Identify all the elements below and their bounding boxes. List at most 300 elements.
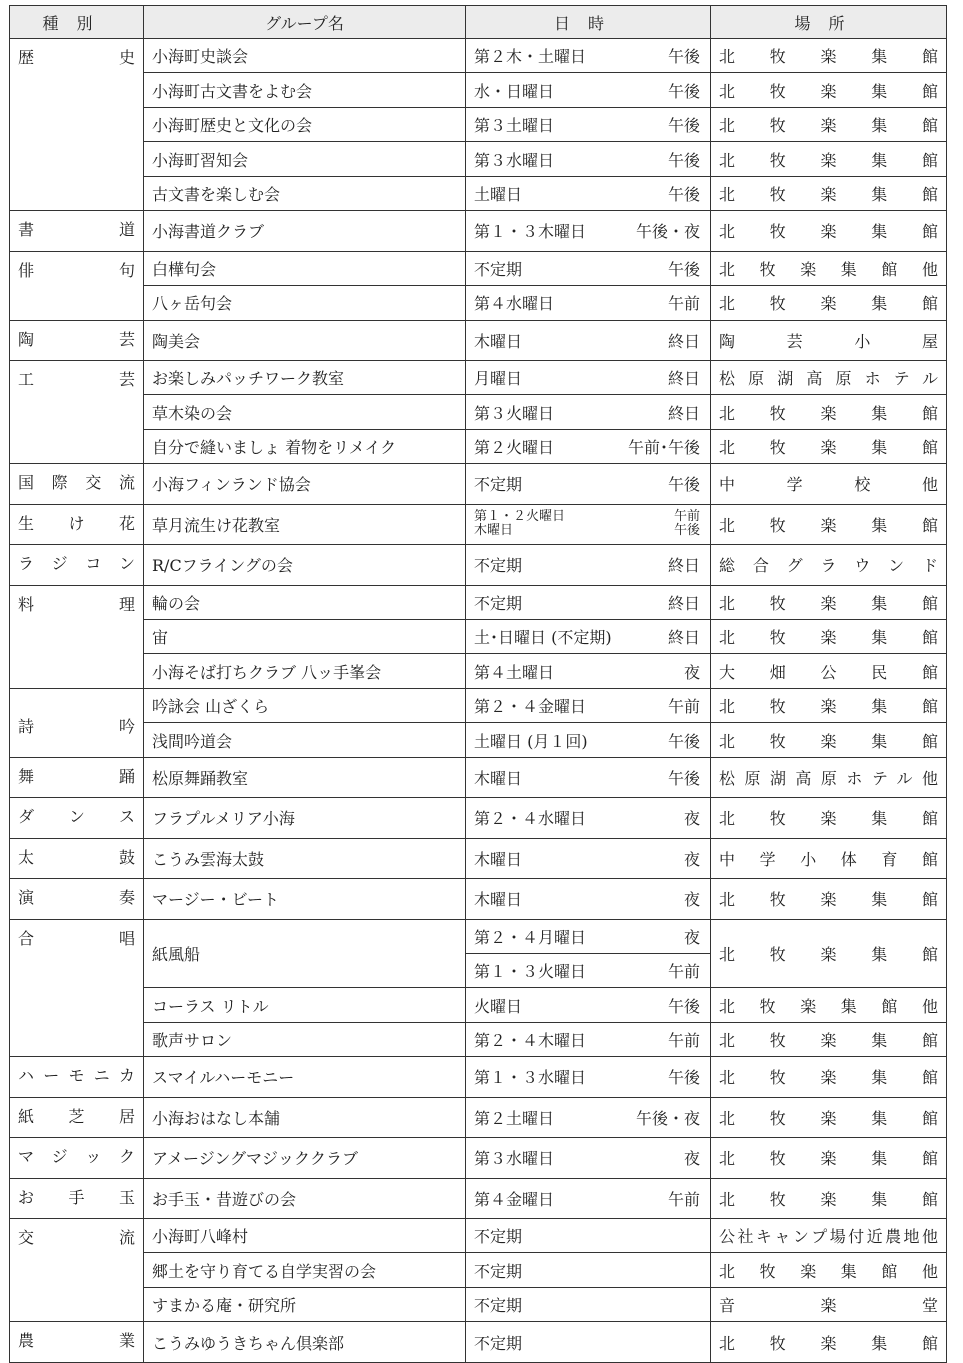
place-cell (711, 142, 947, 176)
category-label: マジック (18, 1147, 135, 1167)
datetime-wrap (474, 1293, 700, 1316)
group-name-cell: スマイルハーモニー (144, 1057, 466, 1097)
category-cell (10, 585, 144, 688)
header-datetime: 日時 (466, 6, 711, 39)
meeting-day: 第４金曜日 (474, 1189, 555, 1209)
datetime-wrap (474, 329, 700, 352)
place-cell (711, 39, 947, 73)
place-label: 北牧楽集館他 (719, 259, 938, 279)
datetime-cell (466, 757, 711, 797)
meeting-day (474, 510, 565, 538)
place-label: 北牧楽集館 (719, 294, 938, 314)
meeting-day: 第２・４木曜日 (474, 1031, 587, 1051)
place-cell (711, 1287, 947, 1321)
meeting-day: 第３水曜日 (474, 150, 555, 170)
datetime-cell (466, 107, 711, 141)
datetime-cell (466, 585, 711, 619)
place-cell (711, 1097, 947, 1137)
place-cell (711, 654, 947, 688)
place-cell (711, 504, 947, 544)
datetime-wrap (474, 806, 700, 829)
table-row (10, 1097, 947, 1137)
meeting-time: 夜 (683, 890, 700, 910)
datetime-cell (466, 620, 711, 654)
place-label: 北牧楽集館 (719, 697, 938, 717)
meeting-day: 第２・４金曜日 (474, 697, 587, 717)
meeting-time: 終日 (667, 369, 700, 389)
datetime-cell (466, 1097, 711, 1137)
datetime-cell (466, 211, 711, 251)
meeting-time: 午後 (667, 768, 700, 788)
datetime-wrap (474, 729, 700, 752)
meeting-day: 第２木・土曜日 (474, 47, 587, 67)
place-label: 北牧楽集館 (719, 1149, 938, 1169)
table-row (10, 429, 947, 463)
meeting-day: 第２・４月曜日 (474, 927, 587, 947)
datetime-wrap (474, 219, 700, 242)
datetime-wrap (474, 44, 700, 67)
datetime-cell (466, 39, 711, 73)
datetime-wrap (474, 366, 700, 389)
place-label: 北牧楽集館 (719, 184, 938, 204)
meeting-day: 不定期 (474, 259, 523, 279)
group-name-cell: お手玉・昔遊びの会 (144, 1178, 466, 1218)
table-row (10, 211, 947, 251)
datetime-cell (466, 688, 711, 722)
table-row (10, 1138, 947, 1178)
place-label: 北牧楽集館 (719, 1031, 938, 1051)
place-cell (711, 1253, 947, 1287)
place-cell (711, 585, 947, 619)
meeting-time: 終日 (667, 556, 700, 576)
datetime-wrap (474, 994, 700, 1017)
place-cell (711, 723, 947, 757)
datetime-wrap (474, 1028, 700, 1051)
place-cell (711, 1057, 947, 1097)
place-cell (711, 251, 947, 285)
group-name-cell: 輪の会 (144, 585, 466, 619)
table-row (10, 919, 947, 953)
group-name-cell: 小海町習知会 (144, 142, 466, 176)
group-name-cell: コーラス リトル (144, 988, 466, 1022)
meeting-day: 第２土曜日 (474, 1108, 555, 1128)
table-row (10, 688, 947, 722)
meeting-day: 第３土曜日 (474, 116, 555, 136)
group-name-cell: こうみゆうきちゃん倶楽部 (144, 1322, 466, 1362)
datetime-cell (466, 395, 711, 429)
meeting-time: 夜 (683, 809, 700, 829)
category-label: 国際交流 (18, 473, 135, 493)
group-name-cell: 郷土を守り育てる自学実習の会 (144, 1253, 466, 1287)
table-row (10, 142, 947, 176)
place-cell (711, 1138, 947, 1178)
meeting-day: 木曜日 (474, 849, 523, 869)
group-name-cell: 歌声サロン (144, 1022, 466, 1056)
category-cell (10, 838, 144, 878)
category-label: 舞踊 (18, 766, 135, 786)
table-row (10, 654, 947, 688)
category-label: 生け花 (18, 513, 135, 533)
group-name-cell: 小海町歴史と文化の会 (144, 107, 466, 141)
datetime-cell (466, 429, 711, 463)
meeting-day: 第３水曜日 (474, 1149, 555, 1169)
category-cell (10, 504, 144, 544)
meeting-day: 不定期 (474, 593, 523, 613)
category-label: 歴史 (18, 48, 135, 67)
meeting-time: 夜 (683, 927, 700, 947)
group-name-cell: マージー・ビート (144, 879, 466, 919)
place-cell (711, 988, 947, 1022)
meeting-day: 不定期 (474, 556, 523, 576)
table-row (10, 73, 947, 107)
datetime-cell (466, 838, 711, 878)
category-label: 紙芝居 (18, 1106, 135, 1126)
category-cell (10, 211, 144, 251)
group-name-cell: アメージングマジッククラブ (144, 1138, 466, 1178)
place-cell (711, 919, 947, 988)
group-name-cell: 浅間吟道会 (144, 723, 466, 757)
meeting-day-line2: 木曜日 (474, 523, 514, 539)
group-name-cell: 松原舞踊教室 (144, 757, 466, 797)
category-cell (10, 757, 144, 797)
place-label: 松原湖高原ホテル (719, 369, 938, 389)
category-label: 俳句 (18, 260, 135, 280)
table-row (10, 585, 947, 619)
place-label: 北牧楽集館 (719, 1108, 938, 1128)
table-row (10, 1057, 947, 1097)
category-cell (10, 39, 144, 211)
datetime-cell (466, 1287, 711, 1321)
meeting-day: 第４土曜日 (474, 662, 555, 682)
place-label: 北牧楽集館 (719, 593, 938, 613)
header-category: 種別 (10, 6, 144, 39)
category-cell (10, 360, 144, 463)
table-header-row (10, 6, 947, 39)
category-label: ダンス (18, 807, 135, 827)
category-cell (10, 1097, 144, 1137)
table-row (10, 1219, 947, 1253)
table-row (10, 723, 947, 757)
datetime-cell (466, 504, 711, 544)
table-row (10, 176, 947, 210)
meeting-time: 午前･午後 (627, 438, 700, 458)
category-label: 陶芸 (18, 329, 135, 349)
datetime-wrap (474, 1106, 700, 1129)
datetime-cell (466, 1057, 711, 1097)
datetime-wrap (474, 257, 700, 280)
group-name-cell: 草月流生け花教室 (144, 504, 466, 544)
place-cell (711, 107, 947, 141)
place-cell (711, 360, 947, 394)
datetime-wrap (474, 1331, 700, 1354)
place-cell (711, 73, 947, 107)
group-name-cell: 小海そば打ちクラブ 八ッ手峯会 (144, 654, 466, 688)
group-name-cell: 小海町史談会 (144, 39, 466, 73)
category-cell (10, 1322, 144, 1362)
place-label: 北牧楽集館他 (719, 996, 938, 1016)
meeting-time: 午後 (667, 731, 700, 751)
place-cell (711, 320, 947, 360)
header-place: 場所 (711, 6, 947, 39)
place-label: 中学校他 (719, 475, 938, 495)
meeting-time: 午後 (667, 1068, 700, 1088)
category-cell (10, 251, 144, 320)
group-name-cell: 陶美会 (144, 320, 466, 360)
place-cell (711, 464, 947, 504)
meeting-time: 午後・夜 (635, 222, 700, 242)
category-label: 太鼓 (18, 847, 135, 867)
meeting-day: 土曜日 (月１回) (474, 731, 588, 751)
group-name-cell: フラプルメリア小海 (144, 798, 466, 838)
datetime-wrap (474, 182, 700, 205)
datetime-cell (466, 360, 711, 394)
place-cell (711, 1022, 947, 1056)
meeting-day: 木曜日 (474, 890, 523, 910)
meeting-day: 第１・３火曜日 (474, 962, 587, 982)
category-cell (10, 1178, 144, 1218)
place-label: 北牧楽集館 (719, 150, 938, 170)
meeting-time: 午後・夜 (635, 1108, 700, 1128)
table-row (10, 545, 947, 585)
meeting-day: 不定期 (474, 1296, 523, 1316)
datetime-cell (466, 1138, 711, 1178)
meeting-day: 土曜日 (474, 184, 523, 204)
meeting-time: 夜 (683, 1149, 700, 1169)
place-cell (711, 838, 947, 878)
place-label: 陶芸小屋 (719, 331, 938, 351)
table-row (10, 620, 947, 654)
datetime-wrap (474, 113, 700, 136)
datetime-wrap (474, 694, 700, 717)
meeting-day: 第２・４水曜日 (474, 809, 587, 829)
datetime-cell (466, 286, 711, 320)
place-label: 北牧楽集館 (719, 809, 938, 829)
meeting-time: 終日 (667, 331, 700, 351)
meeting-time (674, 510, 700, 538)
meeting-day: 第１・３水曜日 (474, 1068, 587, 1088)
meeting-day: 不定期 (474, 1261, 523, 1281)
datetime-cell (466, 73, 711, 107)
datetime-wrap (474, 660, 700, 683)
table-row (10, 39, 947, 73)
meeting-time: 午後 (667, 184, 700, 204)
category-label: 工芸 (18, 369, 135, 389)
datetime-wrap (474, 625, 700, 648)
meeting-day: 第３火曜日 (474, 403, 555, 423)
meeting-day-line1: 第１・２火曜日 (474, 509, 566, 525)
table-row (10, 360, 947, 394)
table-row (10, 320, 947, 360)
datetime-wrap (474, 435, 700, 458)
group-name-cell: 白樺句会 (144, 251, 466, 285)
table-row (10, 286, 947, 320)
group-name-cell: 小海町八峰村 (144, 1219, 466, 1253)
datetime-wrap (474, 925, 700, 948)
table-row (10, 798, 947, 838)
meeting-day: 不定期 (474, 1333, 523, 1353)
datetime-wrap (474, 1187, 700, 1210)
place-label: 北牧楽集館 (719, 116, 938, 136)
meeting-time-line1: 午前 (673, 509, 700, 525)
table-row (10, 107, 947, 141)
table-row (10, 757, 947, 797)
group-name-cell: 吟詠会 山ざくら (144, 688, 466, 722)
datetime-cell (466, 251, 711, 285)
place-label: 北牧楽集館 (719, 438, 938, 458)
place-label: 松原湖高原ホテル他 (719, 768, 938, 788)
table-row (10, 988, 947, 1022)
category-label: 演奏 (18, 888, 135, 908)
table-row (10, 251, 947, 285)
category-label: 料理 (18, 594, 135, 614)
place-cell (711, 176, 947, 210)
group-name-cell: お楽しみパッチワーク教室 (144, 360, 466, 394)
table-row (10, 1178, 947, 1218)
datetime-cell (466, 1178, 711, 1218)
table-row (10, 1022, 947, 1056)
datetime-wrap (474, 1146, 700, 1169)
datetime-wrap (474, 510, 700, 538)
meeting-time: 終日 (667, 628, 700, 648)
place-cell (711, 1178, 947, 1218)
place-label: 公社キャンプ場付近農地他 (719, 1227, 938, 1247)
category-label: 合唱 (18, 928, 135, 948)
datetime-wrap (474, 401, 700, 424)
category-cell (10, 1138, 144, 1178)
table-row (10, 1287, 947, 1321)
meeting-time: 午前 (667, 697, 700, 717)
meeting-time: 夜 (683, 662, 700, 682)
place-label: 中学小体育館 (719, 849, 938, 869)
category-label: ハーモニカ (18, 1066, 135, 1086)
table-row (10, 1253, 947, 1287)
place-label: 総合グラウンド (719, 556, 938, 576)
datetime-cell (466, 545, 711, 585)
category-cell (10, 320, 144, 360)
meeting-time: 終日 (667, 403, 700, 423)
place-cell (711, 879, 947, 919)
category-cell (10, 879, 144, 919)
group-name-cell: 八ヶ岳句会 (144, 286, 466, 320)
datetime-cell (466, 953, 711, 987)
place-cell (711, 286, 947, 320)
group-name-cell: 草木染の会 (144, 395, 466, 429)
place-label: 北牧楽集館 (719, 81, 938, 101)
meeting-time: 午後 (667, 475, 700, 495)
meeting-time: 夜 (683, 849, 700, 869)
place-cell (711, 757, 947, 797)
place-cell (711, 620, 947, 654)
datetime-cell (466, 142, 711, 176)
place-label: 音楽堂 (719, 1296, 938, 1316)
place-label: 大畑公民館 (719, 662, 938, 682)
table-row (10, 1322, 947, 1362)
datetime-cell (466, 464, 711, 504)
category-cell (10, 688, 144, 757)
datetime-wrap (474, 1259, 700, 1282)
group-name-cell: 自分で縫いましょ 着物をリメイク (144, 429, 466, 463)
place-label: 北牧楽集館 (719, 944, 938, 964)
table-body (10, 39, 947, 1363)
meeting-time: 終日 (667, 593, 700, 613)
place-label: 北牧楽集館他 (719, 1261, 938, 1281)
meeting-day: 第１・３木曜日 (474, 222, 587, 242)
meeting-day: 不定期 (474, 475, 523, 495)
category-label: 農業 (18, 1331, 135, 1351)
datetime-cell (466, 320, 711, 360)
meeting-day: 木曜日 (474, 331, 523, 351)
datetime-wrap (474, 472, 700, 495)
group-name-cell: 古文書を楽しむ会 (144, 176, 466, 210)
place-cell (711, 211, 947, 251)
place-label: 北牧楽集館 (719, 628, 938, 648)
datetime-wrap (474, 553, 700, 576)
place-label: 北牧楽集館 (719, 403, 938, 423)
group-name-cell: 小海書道クラブ (144, 211, 466, 251)
place-label: 北牧楽集館 (719, 47, 938, 67)
table-row (10, 464, 947, 504)
meeting-day: 土･日曜日 (不定期) (474, 628, 612, 648)
place-label: 北牧楽集館 (719, 890, 938, 910)
category-cell (10, 798, 144, 838)
group-name-cell: こうみ雲海太鼓 (144, 838, 466, 878)
place-cell (711, 545, 947, 585)
datetime-wrap (474, 1065, 700, 1088)
meeting-day: 月曜日 (474, 369, 523, 389)
meeting-day: 第２火曜日 (474, 438, 555, 458)
group-name-cell: すまかる庵・研究所 (144, 1287, 466, 1321)
group-name-cell: 宙 (144, 620, 466, 654)
place-label: 北牧楽集館 (719, 1068, 938, 1088)
category-cell (10, 1219, 144, 1322)
place-cell (711, 1219, 947, 1253)
datetime-cell (466, 1219, 711, 1253)
place-label: 北牧楽集館 (719, 1189, 938, 1209)
table-row (10, 395, 947, 429)
header-group-name: グループ名 (144, 6, 466, 39)
category-label: ラジコン (18, 554, 135, 574)
datetime-wrap (474, 766, 700, 789)
place-cell (711, 688, 947, 722)
meeting-time: 午後 (667, 47, 700, 67)
category-cell (10, 1057, 144, 1097)
place-cell (711, 395, 947, 429)
datetime-wrap (474, 79, 700, 102)
table-row (10, 504, 947, 544)
datetime-cell (466, 879, 711, 919)
meeting-time: 午後 (667, 81, 700, 101)
place-cell (711, 429, 947, 463)
category-label: 交流 (18, 1228, 135, 1247)
place-label: 北牧楽集館 (719, 731, 938, 751)
meeting-day: 木曜日 (474, 768, 523, 788)
datetime-cell (466, 1022, 711, 1056)
group-name-cell: 小海おはなし本舗 (144, 1097, 466, 1137)
meeting-time: 午後 (667, 996, 700, 1016)
meeting-day: 火曜日 (474, 996, 523, 1016)
category-cell (10, 464, 144, 504)
category-cell (10, 545, 144, 585)
datetime-wrap (474, 148, 700, 171)
place-cell (711, 798, 947, 838)
meeting-time: 午前 (667, 962, 700, 982)
datetime-cell (466, 176, 711, 210)
groups-table (9, 5, 947, 1363)
place-label: 北牧楽集館 (719, 515, 938, 535)
meeting-time: 午後 (667, 116, 700, 136)
meeting-time-line2: 午後 (673, 523, 700, 539)
table-row (10, 879, 947, 919)
